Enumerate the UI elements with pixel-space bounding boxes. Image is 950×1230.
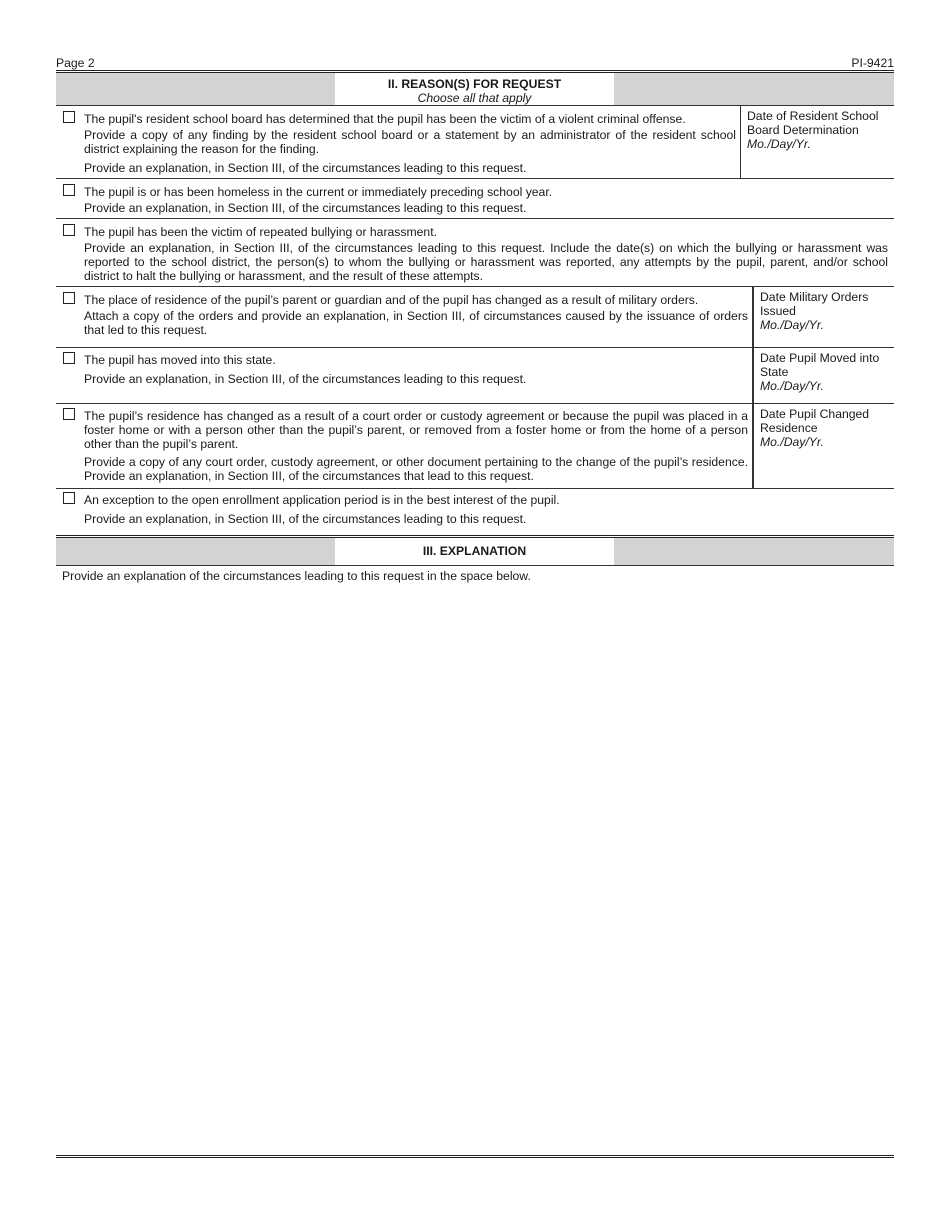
section-2-subtitle: Choose all that apply [417, 91, 532, 105]
item-residence-changed: The pupil’s residence has changed as a result of a court order or custody agreement or because the pupil was placed in a foster home or with a person other than the pupil’s parent, or removed from a foster home or from the home of a person other than the pupil’s parent. Provide a copy of any court order, custody agreement, or other document pertaining to the change of the pupil’s residence. Provide an explanation, in Section III, of the circumstances that lead to this request. [84, 409, 748, 483]
explanation-instruction: Provide an explanation of the circumstances leading to this request in the space below. [62, 569, 531, 583]
item-military-orders: The place of residence of the pupil’s parent or guardian and of the pupil has changed as a result of military orders. Attach a copy of the orders and provide an explanation, in Section III, of circumstances caused by the issuance of orders that led to this request. [84, 293, 748, 337]
section-3-header [56, 538, 894, 565]
section-2-header [56, 73, 894, 105]
item-best-interest: An exception to the open enrollment application period is in the best interest of the pupil. Provide an explanation, in Section III, of the circumstances leading to this request. [84, 493, 560, 526]
divider [56, 178, 894, 179]
item-bullying: The pupil has been the victim of repeated bullying or harassment. Provide an explanation, in Section III, of the circumstances leading to this request. Include the date(s) on which the bullying or harassment was reported to the school district, the person(s) to whom the bullying or harassment was reported, any attempts by the pupil, parent, and/or school district to halt the bullying or harassment, and the result of these attempts. [84, 225, 888, 283]
divider [56, 218, 894, 219]
column-divider [740, 105, 741, 178]
explanation-text-area[interactable] [56, 588, 894, 1150]
footer-rule [56, 1155, 894, 1158]
item-homeless: The pupil is or has been homeless in the current or immediately preceding school year. Provide an explanation, in Section III, of the circumstances leading to this request. [84, 185, 553, 215]
checkbox-bullying[interactable] [63, 224, 75, 236]
section-2-title: II. REASON(S) FOR REQUEST [387, 77, 562, 91]
page-number: Page 2 [56, 56, 95, 70]
divider [56, 286, 894, 287]
checkbox-best-interest[interactable] [63, 492, 75, 504]
form-id: PI-9421 [851, 56, 894, 70]
checkbox-military-orders[interactable] [63, 292, 75, 304]
checkbox-violent-crime[interactable] [63, 111, 75, 123]
divider [56, 488, 894, 489]
page-header [56, 56, 894, 70]
item-violent-crime: The pupil's resident school board has determined that the pupil has been the victim of a violent criminal offense. Provide a copy of any finding by the resident school board or a statement by an administrator of the resident school district explaining the reason for the finding. Provide an explanation, in Section III, of the circumstances leading to this request. [84, 112, 736, 175]
divider [56, 347, 894, 348]
date-field-military-orders[interactable]: Date Military Orders Issued Mo./Day/Yr. [760, 290, 869, 332]
divider [56, 105, 894, 106]
divider [56, 565, 894, 566]
column-divider [752, 286, 754, 488]
checkbox-moved-into-state[interactable] [63, 352, 75, 364]
item-moved-into-state: The pupil has moved into this state. Provide an explanation, in Section III, of the circumstances leading to this request. [84, 353, 527, 386]
date-field-residence-changed[interactable]: Date Pupil Changed Residence Mo./Day/Yr. [760, 407, 870, 449]
section-3-title: III. EXPLANATION [422, 544, 527, 558]
date-field-moved-into-state[interactable]: Date Pupil Moved into State Mo./Day/Yr. [760, 351, 880, 393]
checkbox-homeless[interactable] [63, 184, 75, 196]
checkbox-residence-changed[interactable] [63, 408, 75, 420]
date-field-board-determination[interactable]: Date of Resident School Board Determination Mo./Day/Yr. [747, 109, 879, 151]
divider [56, 403, 894, 404]
